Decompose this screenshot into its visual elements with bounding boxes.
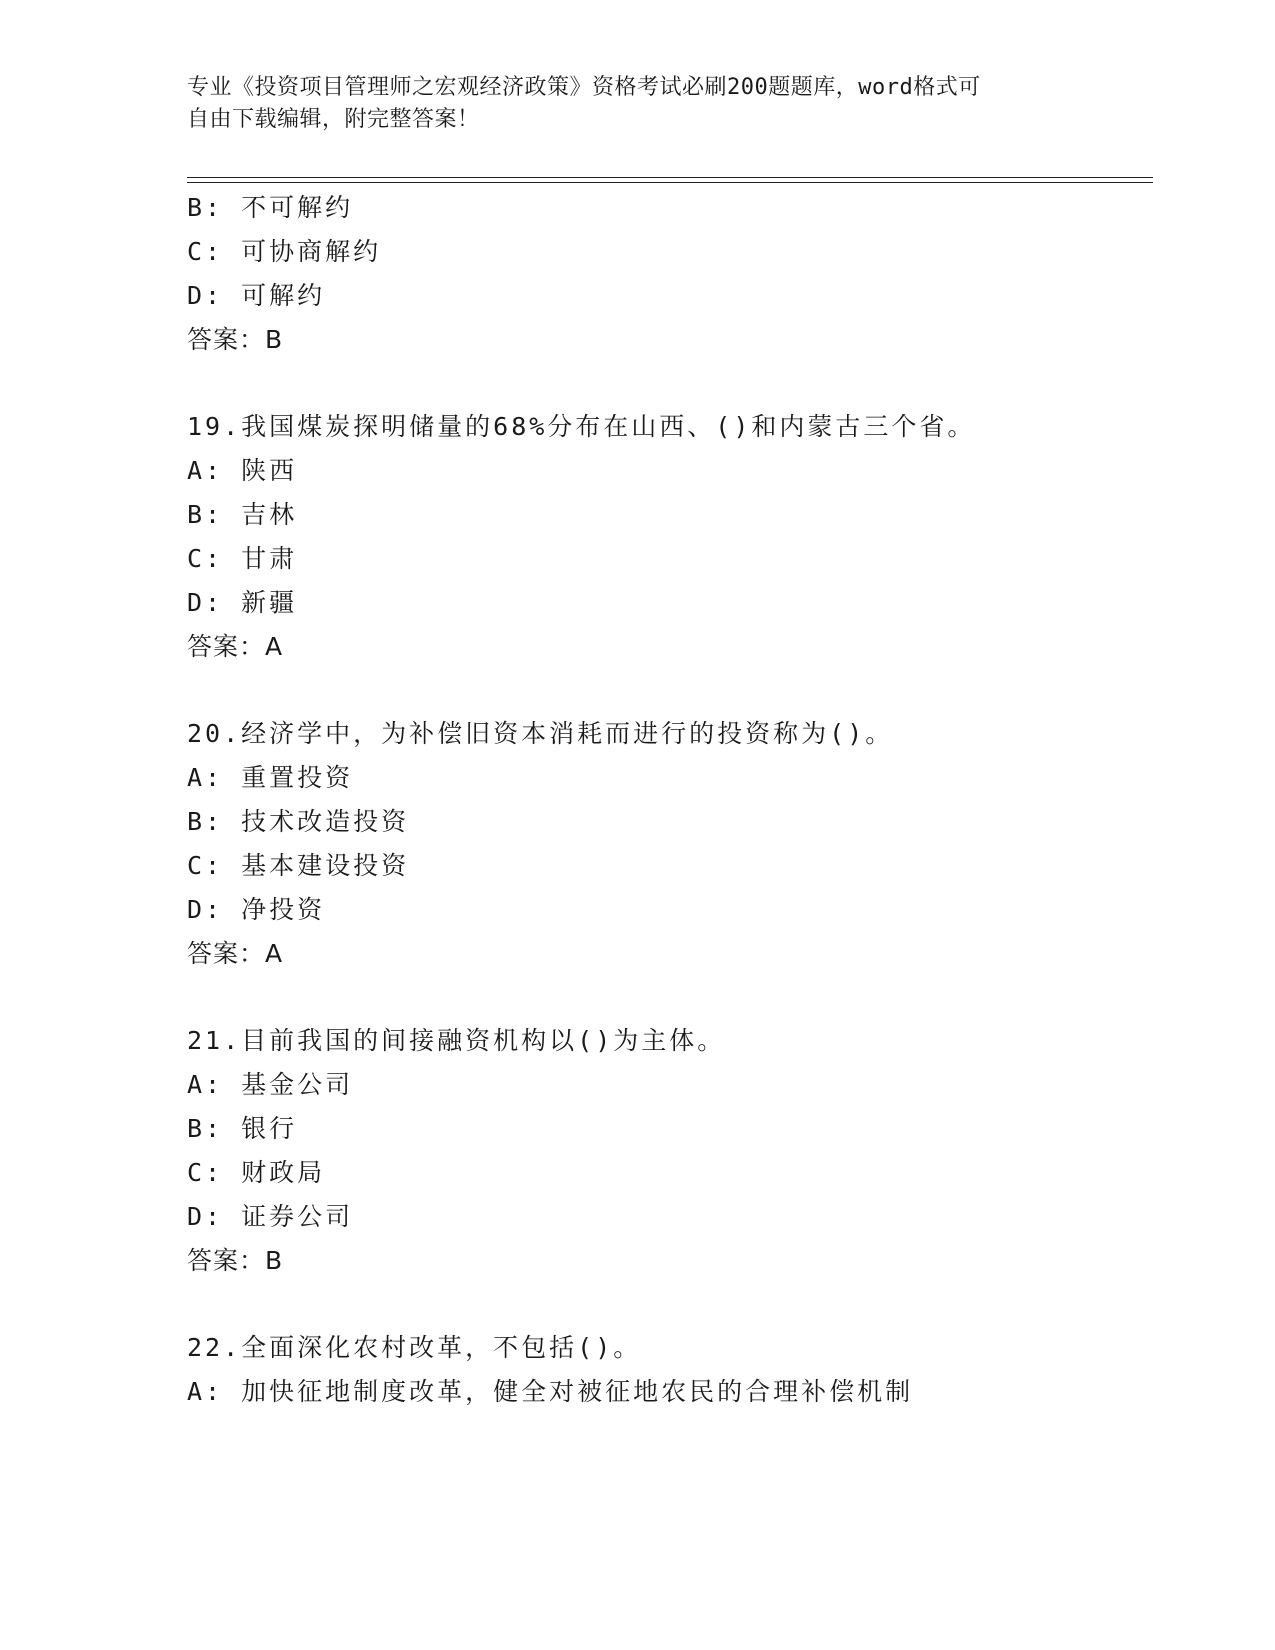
q22-question: 22.全面深化农村改革，不包括()。 bbox=[187, 1333, 642, 1362]
header-line-2: 自由下载编辑，附完整答案！ bbox=[187, 107, 480, 132]
partial-answer: 答案：B bbox=[187, 325, 284, 354]
q22-option-a: A: 加快征地制度改革，健全对被征地农民的合理补偿机制 bbox=[187, 1377, 914, 1406]
q20-answer: 答案：A bbox=[187, 939, 284, 968]
q19-answer: 答案：A bbox=[187, 632, 284, 661]
q21-option-a: A: 基金公司 bbox=[187, 1070, 354, 1099]
q21-option-d: D: 证券公司 bbox=[187, 1202, 354, 1231]
q19-question: 19.我国煤炭探明储量的68%分布在山西、()和内蒙古三个省。 bbox=[187, 412, 976, 441]
q19-option-d: D: 新疆 bbox=[187, 588, 298, 617]
header-rule-bottom bbox=[187, 182, 1153, 183]
partial-option-d: D: 可解约 bbox=[187, 281, 326, 310]
q21-option-b: B: 银行 bbox=[187, 1114, 298, 1143]
partial-option-c: C: 可协商解约 bbox=[187, 237, 382, 266]
q20-option-c: C: 基本建设投资 bbox=[187, 851, 410, 880]
q19-option-b: B: 吉林 bbox=[187, 500, 298, 529]
q19-option-c: C: 甘肃 bbox=[187, 544, 298, 573]
q20-option-d: D: 净投资 bbox=[187, 895, 326, 924]
q20-option-b: B: 技术改造投资 bbox=[187, 807, 410, 836]
header-rule-top bbox=[187, 177, 1153, 178]
q21-answer: 答案：B bbox=[187, 1246, 284, 1275]
q20-option-a: A: 重置投资 bbox=[187, 763, 354, 792]
document-header bbox=[187, 72, 1087, 136]
q21-question: 21.目前我国的间接融资机构以()为主体。 bbox=[187, 1026, 726, 1055]
q21-option-c: C: 财政局 bbox=[187, 1158, 326, 1187]
q19-option-a: A: 陕西 bbox=[187, 456, 298, 485]
q20-question: 20.经济学中，为补偿旧资本消耗而进行的投资称为()。 bbox=[187, 719, 894, 748]
partial-option-b: B: 不可解约 bbox=[187, 193, 354, 222]
header-line-1: 专业《投资项目管理师之宏观经济政策》资格考试必刷200题题库，word格式可 bbox=[187, 75, 981, 100]
